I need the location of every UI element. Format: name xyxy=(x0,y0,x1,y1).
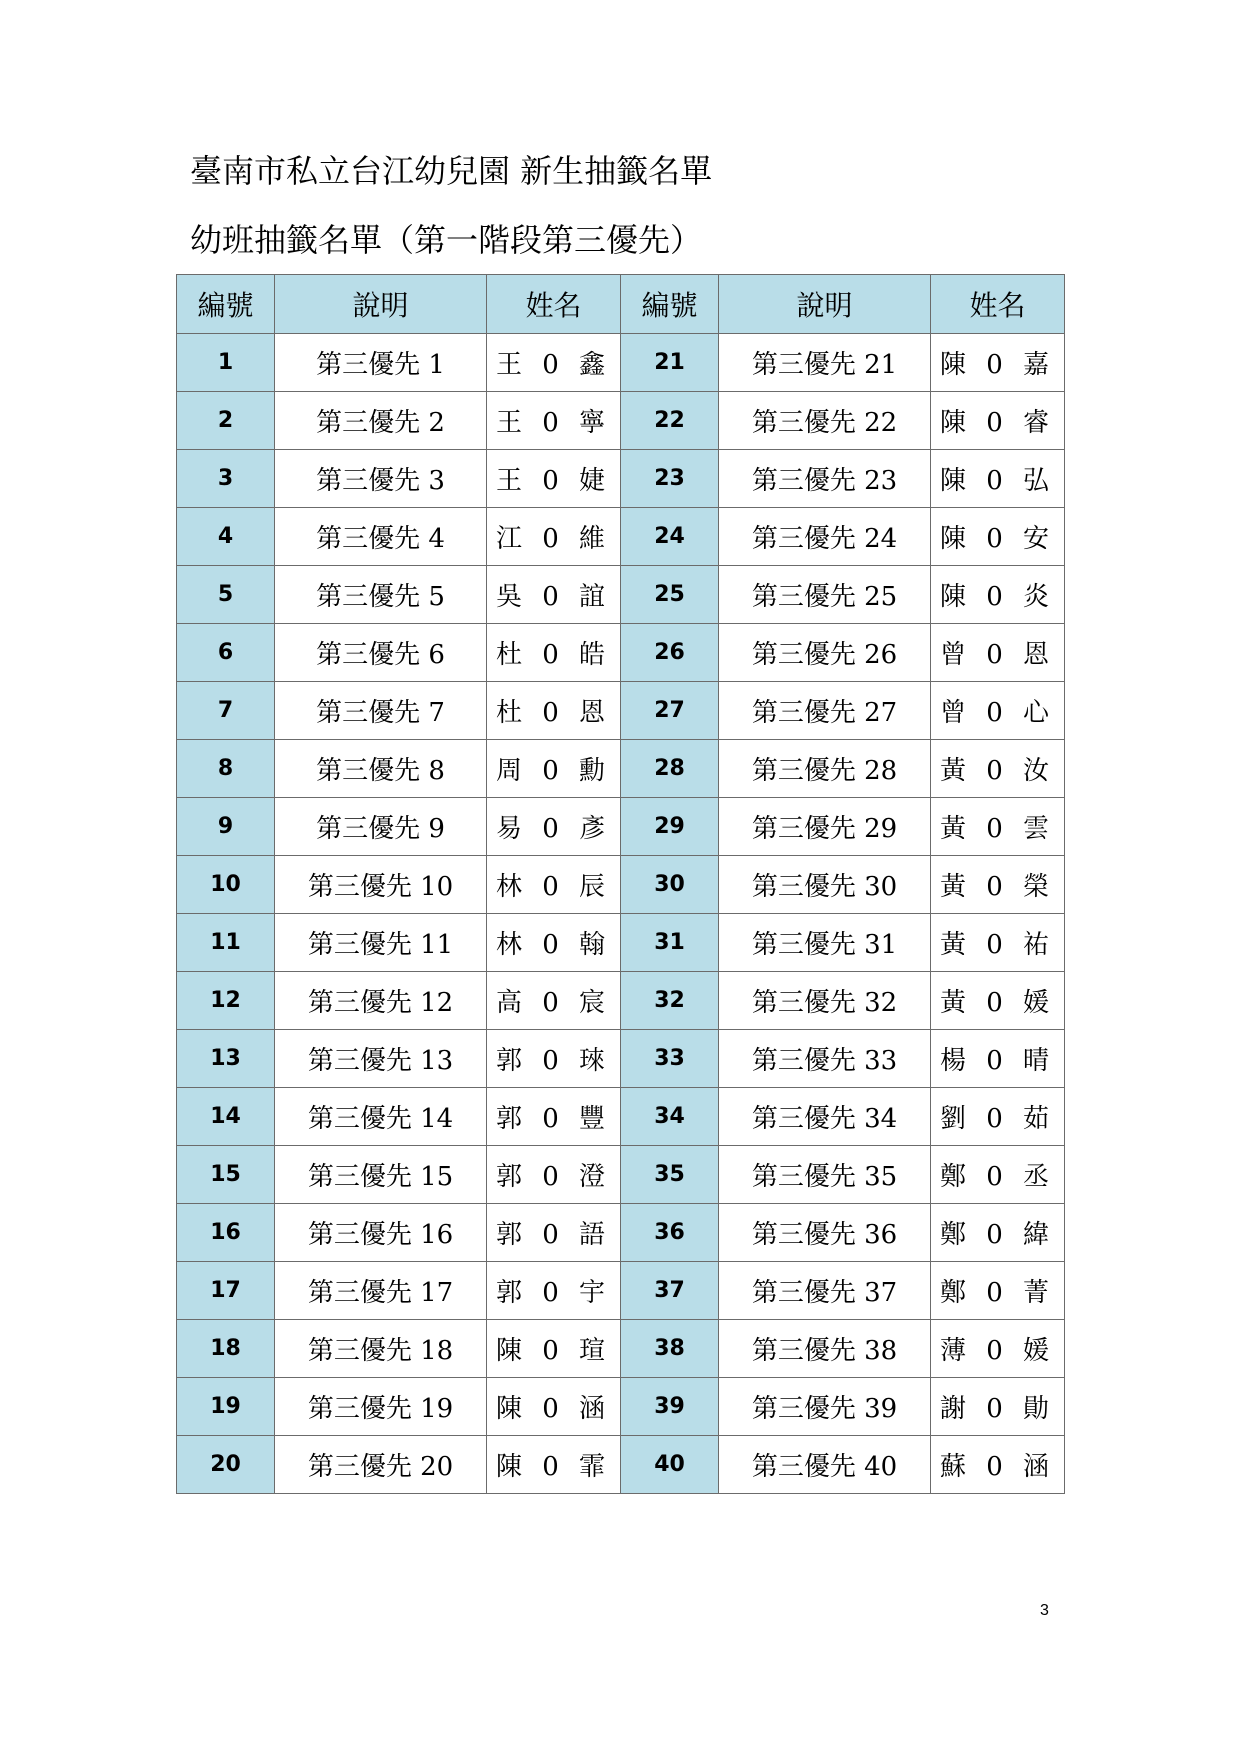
row-name-cell: 高 0 宸 xyxy=(487,972,621,1030)
row-description-cell: 第三優先 37 xyxy=(719,1262,931,1320)
row-name-cell: 黃 0 媛 xyxy=(931,972,1065,1030)
header-number: 編號 xyxy=(177,275,275,334)
row-number-cell: 8 xyxy=(177,740,275,798)
row-description-cell: 第三優先 30 xyxy=(719,856,931,914)
row-name-cell: 劉 0 茹 xyxy=(931,1088,1065,1146)
row-description-cell: 第三優先 18 xyxy=(275,1320,487,1378)
row-description-cell: 第三優先 17 xyxy=(275,1262,487,1320)
row-name-cell: 黃 0 雲 xyxy=(931,798,1065,856)
table-row xyxy=(177,1146,1065,1204)
table-body xyxy=(177,334,1065,1494)
row-name-cell: 陳 0 嘉 xyxy=(931,334,1065,392)
table-row xyxy=(177,1204,1065,1262)
row-description-cell: 第三優先 25 xyxy=(719,566,931,624)
row-name-cell: 王 0 鑫 xyxy=(487,334,621,392)
row-name-cell: 郭 0 語 xyxy=(487,1204,621,1262)
table-row xyxy=(177,1088,1065,1146)
row-name-cell: 鄭 0 丞 xyxy=(931,1146,1065,1204)
row-number-cell: 14 xyxy=(177,1088,275,1146)
row-name-cell: 黃 0 祐 xyxy=(931,914,1065,972)
row-description-cell: 第三優先 26 xyxy=(719,624,931,682)
row-number-cell: 18 xyxy=(177,1320,275,1378)
row-name-cell: 陳 0 安 xyxy=(931,508,1065,566)
row-number-cell: 15 xyxy=(177,1146,275,1204)
row-description-cell: 第三優先 35 xyxy=(719,1146,931,1204)
header-name: 姓名 xyxy=(931,275,1065,334)
row-number-cell: 2 xyxy=(177,392,275,450)
row-name-cell: 黃 0 汝 xyxy=(931,740,1065,798)
row-description-cell: 第三優先 21 xyxy=(719,334,931,392)
row-name-cell: 郭 0 琜 xyxy=(487,1030,621,1088)
row-name-cell: 郭 0 豐 xyxy=(487,1088,621,1146)
row-description-cell: 第三優先 23 xyxy=(719,450,931,508)
row-number-cell: 9 xyxy=(177,798,275,856)
row-number-cell: 38 xyxy=(621,1320,719,1378)
row-description-cell: 第三優先 12 xyxy=(275,972,487,1030)
row-number-cell: 1 xyxy=(177,334,275,392)
row-number-cell: 36 xyxy=(621,1204,719,1262)
row-description-cell: 第三優先 16 xyxy=(275,1204,487,1262)
row-description-cell: 第三優先 34 xyxy=(719,1088,931,1146)
table-row xyxy=(177,508,1065,566)
row-name-cell: 陳 0 炎 xyxy=(931,566,1065,624)
row-description-cell: 第三優先 29 xyxy=(719,798,931,856)
row-number-cell: 6 xyxy=(177,624,275,682)
table-row xyxy=(177,972,1065,1030)
table-row xyxy=(177,566,1065,624)
row-description-cell: 第三優先 27 xyxy=(719,682,931,740)
row-name-cell: 杜 0 皓 xyxy=(487,624,621,682)
row-number-cell: 4 xyxy=(177,508,275,566)
row-number-cell: 37 xyxy=(621,1262,719,1320)
table-row xyxy=(177,798,1065,856)
row-number-cell: 39 xyxy=(621,1378,719,1436)
row-description-cell: 第三優先 2 xyxy=(275,392,487,450)
row-name-cell: 陳 0 弘 xyxy=(931,450,1065,508)
table-row xyxy=(177,682,1065,740)
row-number-cell: 34 xyxy=(621,1088,719,1146)
row-description-cell: 第三優先 10 xyxy=(275,856,487,914)
row-description-cell: 第三優先 39 xyxy=(719,1378,931,1436)
row-name-cell: 陳 0 瑄 xyxy=(487,1320,621,1378)
row-number-cell: 23 xyxy=(621,450,719,508)
row-name-cell: 易 0 彥 xyxy=(487,798,621,856)
row-name-cell: 曾 0 心 xyxy=(931,682,1065,740)
row-name-cell: 鄭 0 菁 xyxy=(931,1262,1065,1320)
table-row xyxy=(177,1378,1065,1436)
header-name: 姓名 xyxy=(487,275,621,334)
row-number-cell: 19 xyxy=(177,1378,275,1436)
row-number-cell: 17 xyxy=(177,1262,275,1320)
page-title: 臺南市私立台江幼兒園 新生抽籤名單 xyxy=(190,152,713,190)
row-description-cell: 第三優先 22 xyxy=(719,392,931,450)
table-row xyxy=(177,914,1065,972)
row-name-cell: 曾 0 恩 xyxy=(931,624,1065,682)
row-name-cell: 吳 0 誼 xyxy=(487,566,621,624)
table-header-row xyxy=(177,275,1065,334)
row-description-cell: 第三優先 9 xyxy=(275,798,487,856)
row-name-cell: 周 0 勳 xyxy=(487,740,621,798)
row-name-cell: 黃 0 榮 xyxy=(931,856,1065,914)
row-description-cell: 第三優先 31 xyxy=(719,914,931,972)
row-description-cell: 第三優先 20 xyxy=(275,1436,487,1494)
row-number-cell: 40 xyxy=(621,1436,719,1494)
row-description-cell: 第三優先 1 xyxy=(275,334,487,392)
row-name-cell: 林 0 辰 xyxy=(487,856,621,914)
row-description-cell: 第三優先 40 xyxy=(719,1436,931,1494)
row-name-cell: 陳 0 霏 xyxy=(487,1436,621,1494)
row-description-cell: 第三優先 38 xyxy=(719,1320,931,1378)
table-row xyxy=(177,1320,1065,1378)
row-name-cell: 杜 0 恩 xyxy=(487,682,621,740)
header-number: 編號 xyxy=(621,275,719,334)
row-description-cell: 第三優先 7 xyxy=(275,682,487,740)
page-subtitle: 幼班抽籤名單（第一階段第三優先） xyxy=(190,221,703,259)
header-description: 說明 xyxy=(275,275,487,334)
row-description-cell: 第三優先 33 xyxy=(719,1030,931,1088)
page-number: 3 xyxy=(1040,1602,1049,1619)
row-number-cell: 28 xyxy=(621,740,719,798)
table-row xyxy=(177,392,1065,450)
table-row xyxy=(177,1436,1065,1494)
row-name-cell: 江 0 維 xyxy=(487,508,621,566)
row-number-cell: 29 xyxy=(621,798,719,856)
row-description-cell: 第三優先 14 xyxy=(275,1088,487,1146)
row-name-cell: 郭 0 澄 xyxy=(487,1146,621,1204)
table-row xyxy=(177,1262,1065,1320)
row-name-cell: 王 0 寧 xyxy=(487,392,621,450)
row-description-cell: 第三優先 6 xyxy=(275,624,487,682)
row-name-cell: 林 0 翰 xyxy=(487,914,621,972)
table-row xyxy=(177,740,1065,798)
row-number-cell: 33 xyxy=(621,1030,719,1088)
row-description-cell: 第三優先 28 xyxy=(719,740,931,798)
row-number-cell: 31 xyxy=(621,914,719,972)
row-number-cell: 32 xyxy=(621,972,719,1030)
header-description: 說明 xyxy=(719,275,931,334)
row-name-cell: 薄 0 媛 xyxy=(931,1320,1065,1378)
row-name-cell: 蘇 0 涵 xyxy=(931,1436,1065,1494)
row-number-cell: 5 xyxy=(177,566,275,624)
row-name-cell: 謝 0 勛 xyxy=(931,1378,1065,1436)
row-number-cell: 26 xyxy=(621,624,719,682)
row-name-cell: 郭 0 宇 xyxy=(487,1262,621,1320)
row-number-cell: 3 xyxy=(177,450,275,508)
row-number-cell: 27 xyxy=(621,682,719,740)
row-number-cell: 13 xyxy=(177,1030,275,1088)
row-number-cell: 21 xyxy=(621,334,719,392)
row-name-cell: 鄭 0 緯 xyxy=(931,1204,1065,1262)
row-number-cell: 20 xyxy=(177,1436,275,1494)
row-description-cell: 第三優先 15 xyxy=(275,1146,487,1204)
table-row xyxy=(177,334,1065,392)
lottery-table xyxy=(176,274,1065,1494)
row-number-cell: 30 xyxy=(621,856,719,914)
row-description-cell: 第三優先 4 xyxy=(275,508,487,566)
table-row xyxy=(177,450,1065,508)
row-description-cell: 第三優先 8 xyxy=(275,740,487,798)
row-description-cell: 第三優先 3 xyxy=(275,450,487,508)
row-description-cell: 第三優先 24 xyxy=(719,508,931,566)
row-description-cell: 第三優先 36 xyxy=(719,1204,931,1262)
row-description-cell: 第三優先 19 xyxy=(275,1378,487,1436)
row-number-cell: 7 xyxy=(177,682,275,740)
row-description-cell: 第三優先 11 xyxy=(275,914,487,972)
row-description-cell: 第三優先 13 xyxy=(275,1030,487,1088)
row-number-cell: 10 xyxy=(177,856,275,914)
row-number-cell: 35 xyxy=(621,1146,719,1204)
row-description-cell: 第三優先 32 xyxy=(719,972,931,1030)
row-number-cell: 22 xyxy=(621,392,719,450)
row-number-cell: 12 xyxy=(177,972,275,1030)
row-description-cell: 第三優先 5 xyxy=(275,566,487,624)
row-name-cell: 楊 0 晴 xyxy=(931,1030,1065,1088)
table-row xyxy=(177,856,1065,914)
row-name-cell: 陳 0 睿 xyxy=(931,392,1065,450)
row-name-cell: 陳 0 涵 xyxy=(487,1378,621,1436)
table-row xyxy=(177,1030,1065,1088)
row-number-cell: 11 xyxy=(177,914,275,972)
row-name-cell: 王 0 婕 xyxy=(487,450,621,508)
table-row xyxy=(177,624,1065,682)
row-number-cell: 24 xyxy=(621,508,719,566)
row-number-cell: 25 xyxy=(621,566,719,624)
row-number-cell: 16 xyxy=(177,1204,275,1262)
